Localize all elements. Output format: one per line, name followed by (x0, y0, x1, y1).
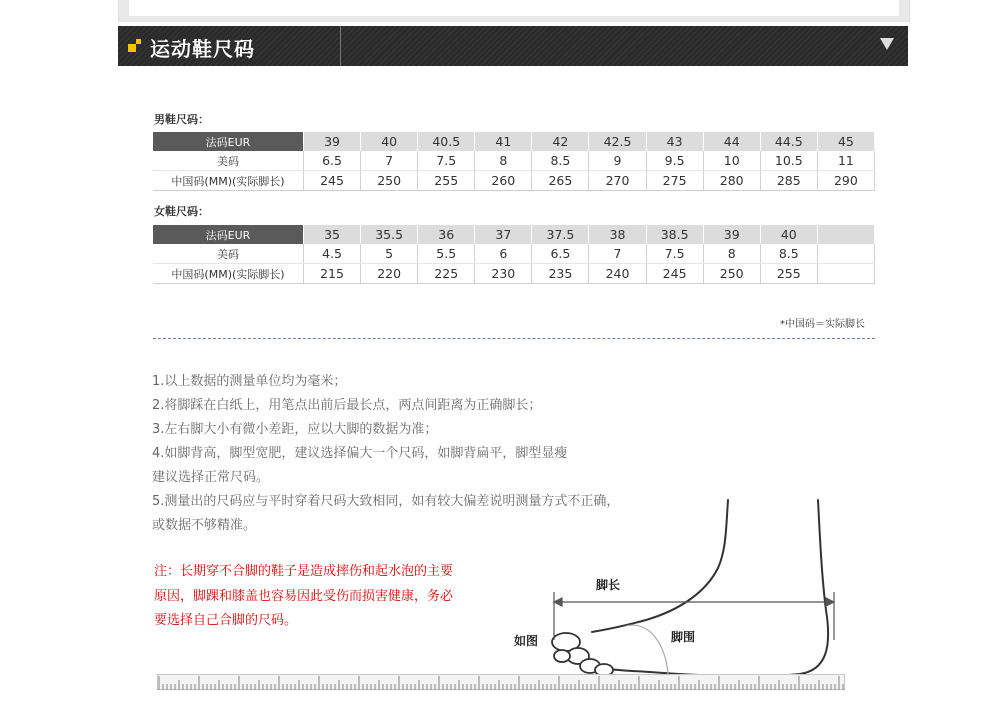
size-cell (817, 244, 874, 264)
size-cell: 10.5 (760, 151, 817, 171)
warning-note (154, 560, 453, 634)
size-cell: 43 (646, 132, 703, 151)
size-cell: 35.5 (361, 225, 418, 244)
size-cell: 6 (475, 244, 532, 264)
size-cell: 9 (589, 151, 646, 171)
size-cell: 8.5 (760, 244, 817, 264)
instruction-line: 或数据不够精准。 (152, 518, 257, 533)
size-cell: 240 (589, 264, 646, 284)
size-cell: 275 (646, 171, 703, 191)
row-label: 法码EUR (153, 225, 304, 244)
section-header (118, 26, 908, 66)
size-cell: 40.5 (418, 132, 475, 151)
size-cell: 5.5 (418, 244, 475, 264)
warning-line: 要选择自己合脚的尺码。 (154, 613, 298, 628)
size-cell: 230 (475, 264, 532, 284)
size-row (153, 264, 875, 284)
size-cell: 38.5 (646, 225, 703, 244)
size-cell: 39 (703, 225, 760, 244)
size-cell: 235 (532, 264, 589, 284)
row-label: 中国码(MM)(实际脚长) (153, 264, 304, 284)
size-cell: 42 (532, 132, 589, 151)
size-cell: 11 (817, 151, 874, 171)
row-label: 法码EUR (153, 132, 304, 151)
foot-length-label: 脚长 (596, 578, 621, 592)
size-cell: 7 (589, 244, 646, 264)
row-label: 美码 (153, 151, 304, 171)
instruction-line: 3.左右脚大小有微小差距，应以大脚的数据为准； (152, 422, 438, 437)
size-cell: 44 (703, 132, 760, 151)
size-cell: 225 (418, 264, 475, 284)
size-row (153, 244, 875, 264)
size-cell: 41 (475, 132, 532, 151)
size-cell: 260 (475, 171, 532, 191)
instruction-line: 1.以上数据的测量单位均为毫米； (152, 374, 347, 389)
row-label: 美码 (153, 244, 304, 264)
size-cell: 215 (304, 264, 361, 284)
row-label: 中国码(MM)(实际脚长) (153, 171, 304, 191)
size-cell: 8 (703, 244, 760, 264)
men-size-label: 男鞋尺码： (154, 113, 209, 126)
size-note: *中国码＝实际脚长 (780, 319, 865, 330)
size-cell: 9.5 (646, 151, 703, 171)
size-cell: 35 (304, 225, 361, 244)
women-size-label: 女鞋尺码： (154, 205, 209, 218)
size-cell: 8 (475, 151, 532, 171)
men-size-table (153, 132, 875, 191)
instruction-line: 4.如脚背高，脚型宽肥，建议选择偏大一个尺码，如脚背扁平，脚型显瘦 (152, 446, 568, 461)
size-cell: 245 (304, 171, 361, 191)
bullet-icon (128, 39, 142, 53)
size-cell: 270 (589, 171, 646, 191)
size-cell: 7.5 (418, 151, 475, 171)
size-cell: 255 (760, 264, 817, 284)
size-cell: 10 (703, 151, 760, 171)
size-cell: 7.5 (646, 244, 703, 264)
size-cell: 250 (361, 171, 418, 191)
size-cell (817, 264, 874, 284)
size-cell: 40 (361, 132, 418, 151)
size-cell: 265 (532, 171, 589, 191)
divider-line (153, 338, 875, 339)
size-cell: 40 (760, 225, 817, 244)
size-cell: 290 (817, 171, 874, 191)
size-cell: 220 (361, 264, 418, 284)
size-cell: 38 (589, 225, 646, 244)
size-cell: 255 (418, 171, 475, 191)
size-cell: 6.5 (304, 151, 361, 171)
size-cell (817, 225, 874, 244)
size-cell: 37 (475, 225, 532, 244)
size-cell: 45 (817, 132, 874, 151)
size-cell: 44.5 (760, 132, 817, 151)
foot-diagram (500, 480, 860, 680)
triangle-down-icon (880, 38, 894, 50)
size-cell: 250 (703, 264, 760, 284)
foot-girth-label: 脚围 (671, 630, 696, 644)
size-cell: 8.5 (532, 151, 589, 171)
size-row (153, 171, 875, 191)
as-shown-label: 如图 (514, 634, 539, 648)
size-cell: 42.5 (589, 132, 646, 151)
section-title: 运动鞋尺码 (150, 37, 255, 61)
size-cell: 280 (703, 171, 760, 191)
ruler (157, 674, 845, 690)
size-cell: 5 (361, 244, 418, 264)
top-strip (118, 0, 910, 22)
size-row (153, 132, 875, 151)
size-cell: 7 (361, 151, 418, 171)
size-cell: 285 (760, 171, 817, 191)
size-cell: 6.5 (532, 244, 589, 264)
size-cell: 245 (646, 264, 703, 284)
foot-illustration (500, 480, 860, 680)
size-row (153, 225, 875, 244)
size-cell: 4.5 (304, 244, 361, 264)
women-size-table (153, 225, 875, 284)
size-cell: 39 (304, 132, 361, 151)
size-row (153, 151, 875, 171)
size-cell: 37.5 (532, 225, 589, 244)
instruction-line: 5.测量出的尺码应与平时穿着尺码大致相同，如有较大偏差说明测量方式不正确， (152, 494, 620, 509)
instruction-line: 2.将脚踩在白纸上，用笔点出前后最长点，两点间距离为正确脚长； (152, 398, 542, 413)
warning-line: 原因，脚踝和膝盖也容易因此受伤而损害健康，务必 (154, 588, 454, 604)
size-cell: 36 (418, 225, 475, 244)
warning-line: 注：长期穿不合脚的鞋子是造成摔伤和起水泡的主要 (154, 564, 454, 579)
instruction-line: 建议选择正常尺码。 (152, 470, 270, 485)
